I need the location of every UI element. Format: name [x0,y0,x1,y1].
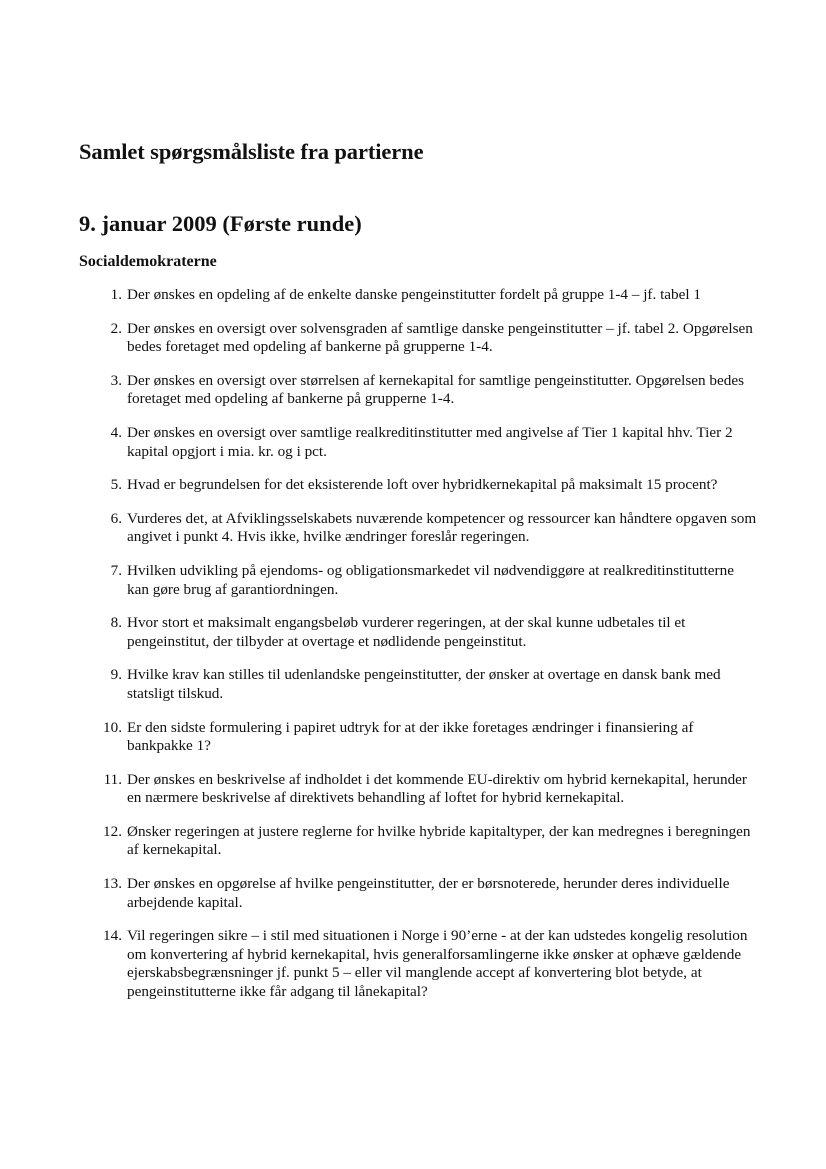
question-text: Vurderes det, at Afviklingsselskabets nuværende kompetencer og ressourcer kan håndtere opgaven som angivet i punkt 4. Hvis ikke, hvilke ændringer foreslår regeringen. [127,509,757,546]
question-text: Hvilke krav kan stilles til udenlandske pengeinstitutter, der ønsker at overtage en dansk bank med statsligt tilskud. [127,666,721,702]
question-item [0,927,759,1001]
question-text: Hvad er begrundelsen for det eksisterende loft over hybridkernekapital på maksimalt 15 procent? [127,476,718,494]
question-list [0,286,826,1017]
question-number: 2. [110,319,122,337]
question-number: 4. [110,423,122,441]
question-number: 8. [110,614,122,632]
question-text: Ønsker regeringen at justere reglerne for hvilke hybride kapitaltyper, der kan medregnes i beregningen af kernekapital. [127,822,751,859]
party-heading: Socialdemokraterne [79,253,217,270]
question-text: Er den sidste formulering i papiret udtryk for at der ikke foretages ændringer i finansiering af bankpakke 1? [127,718,694,755]
question-number: 7. [110,561,122,579]
question-item [0,614,759,651]
question-number: 3. [110,371,122,389]
document-title: Samlet spørgsmålsliste fra partierne [79,139,424,164]
question-number: 6. [110,509,122,527]
question-item [0,719,759,756]
question-text: Der ønskes en opgørelse af hvilke pengeinstitutter, der er børsnoterede, herunder deres individuelle arbejdende kapital. [127,875,730,911]
question-item [0,666,759,703]
question-text: Der ønskes en opdeling af de enkelte danske pengeinstitutter fordelt på gruppe 1-4 – jf. tabel 1 [127,286,701,303]
question-item [0,372,759,409]
question-item [0,875,759,912]
question-text: Hvilken udvikling på ejendoms- og obligationsmarkedet vil nødvendiggøre at realkreditinstitutterne kan gøre brug af garantiordningen. [127,561,734,598]
question-item [0,476,759,495]
question-item [0,562,759,599]
question-number: 13. [103,875,122,893]
question-number: 5. [110,476,122,494]
question-text: Der ønskes en oversigt over solvensgraden af samtlige danske pengeinstitutter – jf. tabel 2. Opgørelsen bedes foretaget med opdeling af bankerne på grupperne 1-4. [127,319,753,356]
question-number: 11. [103,770,122,788]
question-number: 1. [110,286,122,303]
question-number: 10. [103,718,122,736]
question-item [0,286,759,305]
round-title: 9. januar 2009 (Første runde) [79,211,362,236]
question-text: Der ønskes en beskrivelse af indholdet i det kommende EU-direktiv om hybrid kernekapital, herunder en nærmere beskrivelse af direktivets behandling af loftet for hybrid kernekapital. [127,770,747,807]
question-item [0,771,759,808]
question-text: Vil regeringen sikre – i stil med situationen i Norge i 90’erne - at der kan udstedes kongelig resolution om konvertering af hybrid kernekapital, hvis generalforsamlingerne ikke ønsker at ophæve gældende ejerskabsbegrænsninger jf. punkt 5 – eller vil manglende accept af konvertering blot betyde, at pengeinstitutterne ikke får adgang til lånekapital? [127,927,748,1001]
question-text: Der ønskes en oversigt over samtlige realkreditinstitutter med angivelse af Tier 1 kapital hhv. Tier 2 kapital opgjort i mia. kr. og i pct. [127,423,733,460]
question-text: Der ønskes en oversigt over størrelsen af kernekapital for samtlige pengeinstitutter. Opgørelsen bedes foretaget med opdeling af bankerne på grupperne 1-4. [127,371,745,408]
question-item [0,510,759,547]
question-item [0,424,759,461]
question-item [0,823,759,860]
question-number: 9. [110,666,122,684]
question-item [0,320,759,357]
question-text: Hvor stort et maksimalt engangsbeløb vurderer regeringen, at der skal kunne udbetales til et pengeinstitut, der tilbyder at overtage et nødlidende pengeinstitut. [127,614,686,650]
question-number: 12. [103,822,122,840]
question-number: 14. [103,927,122,945]
